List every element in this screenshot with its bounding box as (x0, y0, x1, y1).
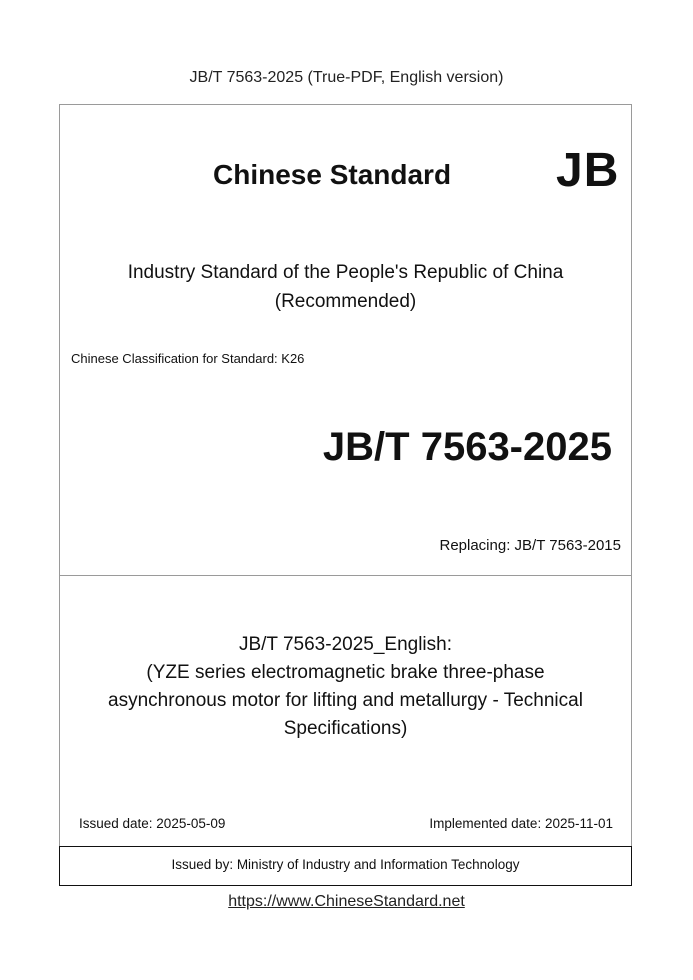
classification-text: Chinese Classification for Standard: K26 (71, 351, 305, 366)
chinese-standard-label: Chinese Standard (213, 159, 452, 190)
footer-website-link[interactable]: https://www.ChineseStandard.net (228, 893, 465, 910)
cover-top-section (60, 105, 631, 575)
issued-date: Issued date: 2025-05-09 (79, 816, 226, 831)
section-divider (60, 575, 631, 576)
title-line-1: JB/T 7563-2025_English: (238, 634, 453, 655)
implemented-date: Implemented date: 2025-11-01 (429, 816, 613, 831)
title-line-4: Specifications) (283, 718, 408, 739)
title-line-3: asynchronous motor for lifting and metallurgy - Technical (108, 690, 583, 711)
industry-line-2: (Recommended) (274, 291, 417, 312)
document-title (60, 631, 631, 743)
issued-by-text: Issued by: Ministry of Industry and Information Technology (171, 857, 520, 872)
cover-frame (59, 104, 632, 886)
industry-standard-text (60, 258, 631, 316)
title-line-2: (YZE series electromagnetic brake three-phase (146, 662, 545, 683)
header-title: JB/T 7563-2025 (True-PDF, English version) (189, 69, 504, 86)
issuer-box (59, 846, 632, 886)
replacing-text: Replacing: JB/T 7563-2015 (439, 537, 621, 554)
industry-line-1: Industry Standard of the People's Republic of China (127, 262, 564, 283)
jb-logo: JB (556, 144, 620, 197)
standard-number: JB/T 7563-2025 (322, 425, 612, 469)
